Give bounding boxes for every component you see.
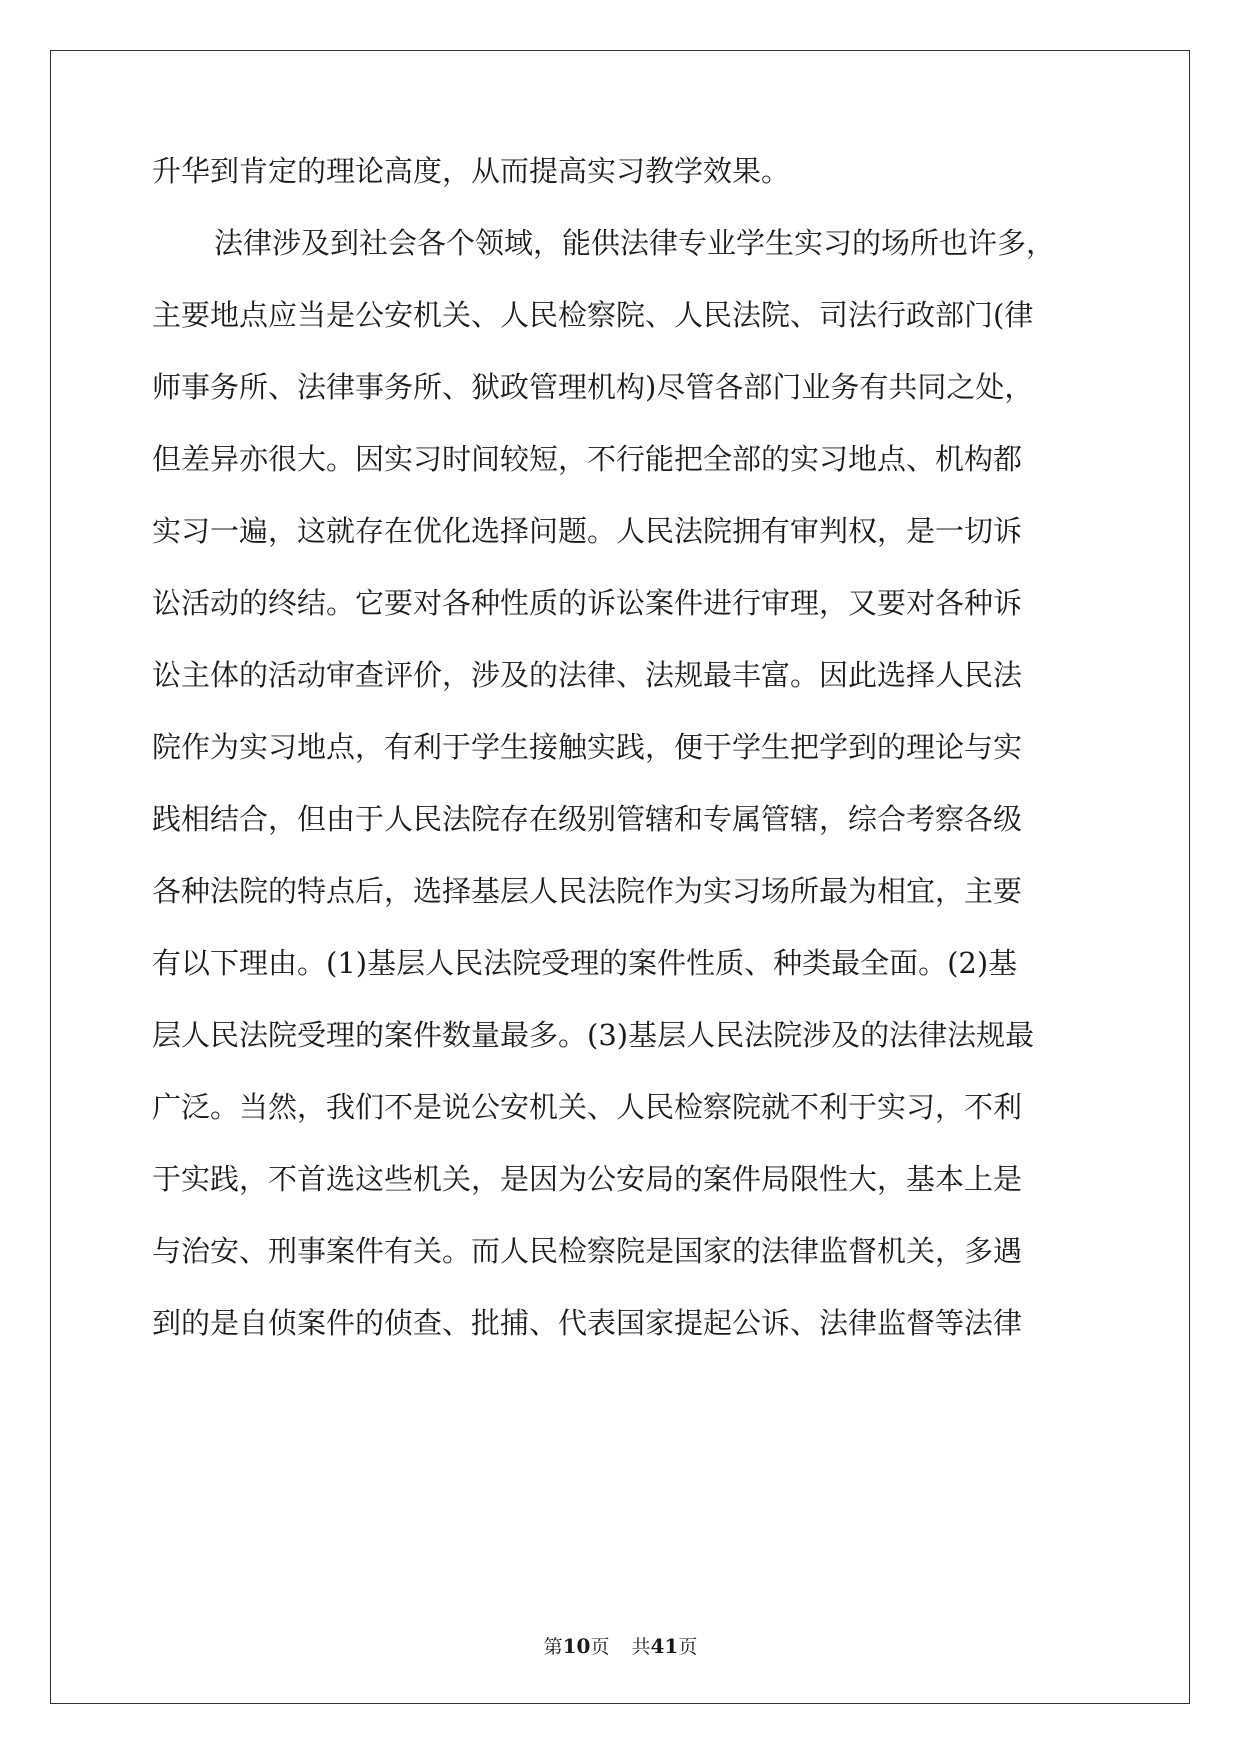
page-suffix: 页 bbox=[590, 1636, 610, 1658]
text-line: 但差异亦很大。因实习时间较短，不行能把全部的实习地点、机构都 bbox=[152, 442, 1023, 476]
text-line: 实习一遍，这就存在优化选择问题。人民法院拥有审判权，是一切诉 bbox=[152, 514, 1023, 548]
text-line: 有以下理由。(1)基层人民法院受理的案件性质、种类最全面。(2)基 bbox=[152, 946, 1018, 980]
total-prefix: 共 bbox=[631, 1636, 651, 1658]
text-line: 到的是自侦案件的侦查、批捕、代表国家提起公诉、法律监督等法律 bbox=[152, 1306, 1023, 1340]
total-suffix: 页 bbox=[678, 1636, 698, 1658]
text-line: 层人民法院受理的案件数量最多。(3)基层人民法院涉及的法律法规最 bbox=[152, 1018, 1035, 1052]
page-footer bbox=[0, 1632, 1241, 1659]
paragraph-start-line: 法律涉及到社会各个领域，能供法律专业学生实习的场所也许多， bbox=[214, 226, 1056, 260]
text-line: 主要地点应当是公安机关、人民检察院、人民法院、司法行政部门(律 bbox=[152, 298, 1034, 332]
text-line: 各种法院的特点后，选择基层人民法院作为实习场所最为相宜，主要 bbox=[152, 874, 1023, 908]
page-prefix: 第 bbox=[543, 1636, 563, 1658]
page-number: 10 bbox=[562, 1634, 591, 1658]
text-line: 院作为实习地点，有利于学生接触实践，便于学生把学到的理论与实 bbox=[152, 730, 1023, 764]
text-line: 师事务所、法律事务所、狱政管理机构)尽管各部门业务有共同之处， bbox=[152, 370, 1034, 404]
text-line: 讼活动的终结。它要对各种性质的诉讼案件进行审理，又要对各种诉 bbox=[152, 586, 1023, 620]
text-line: 于实践，不首选这些机关，是因为公安局的案件局限性大，基本上是 bbox=[152, 1162, 1023, 1196]
text-line: 讼主体的活动审查评价，涉及的法律、法规最丰富。因此选择人民法 bbox=[152, 658, 1023, 692]
text-line: 升华到肯定的理论高度，从而提高实习教学效果。 bbox=[152, 154, 791, 188]
text-line: 与治安、刑事案件有关。而人民检察院是国家的法律监督机关，多遇 bbox=[152, 1234, 1023, 1268]
total-pages: 41 bbox=[650, 1634, 679, 1658]
text-line: 广泛。当然，我们不是说公安机关、人民检察院就不利于实习，不利 bbox=[152, 1090, 1023, 1124]
text-line: 践相结合，但由于人民法院存在级别管辖和专属管辖，综合考察各级 bbox=[152, 802, 1023, 836]
